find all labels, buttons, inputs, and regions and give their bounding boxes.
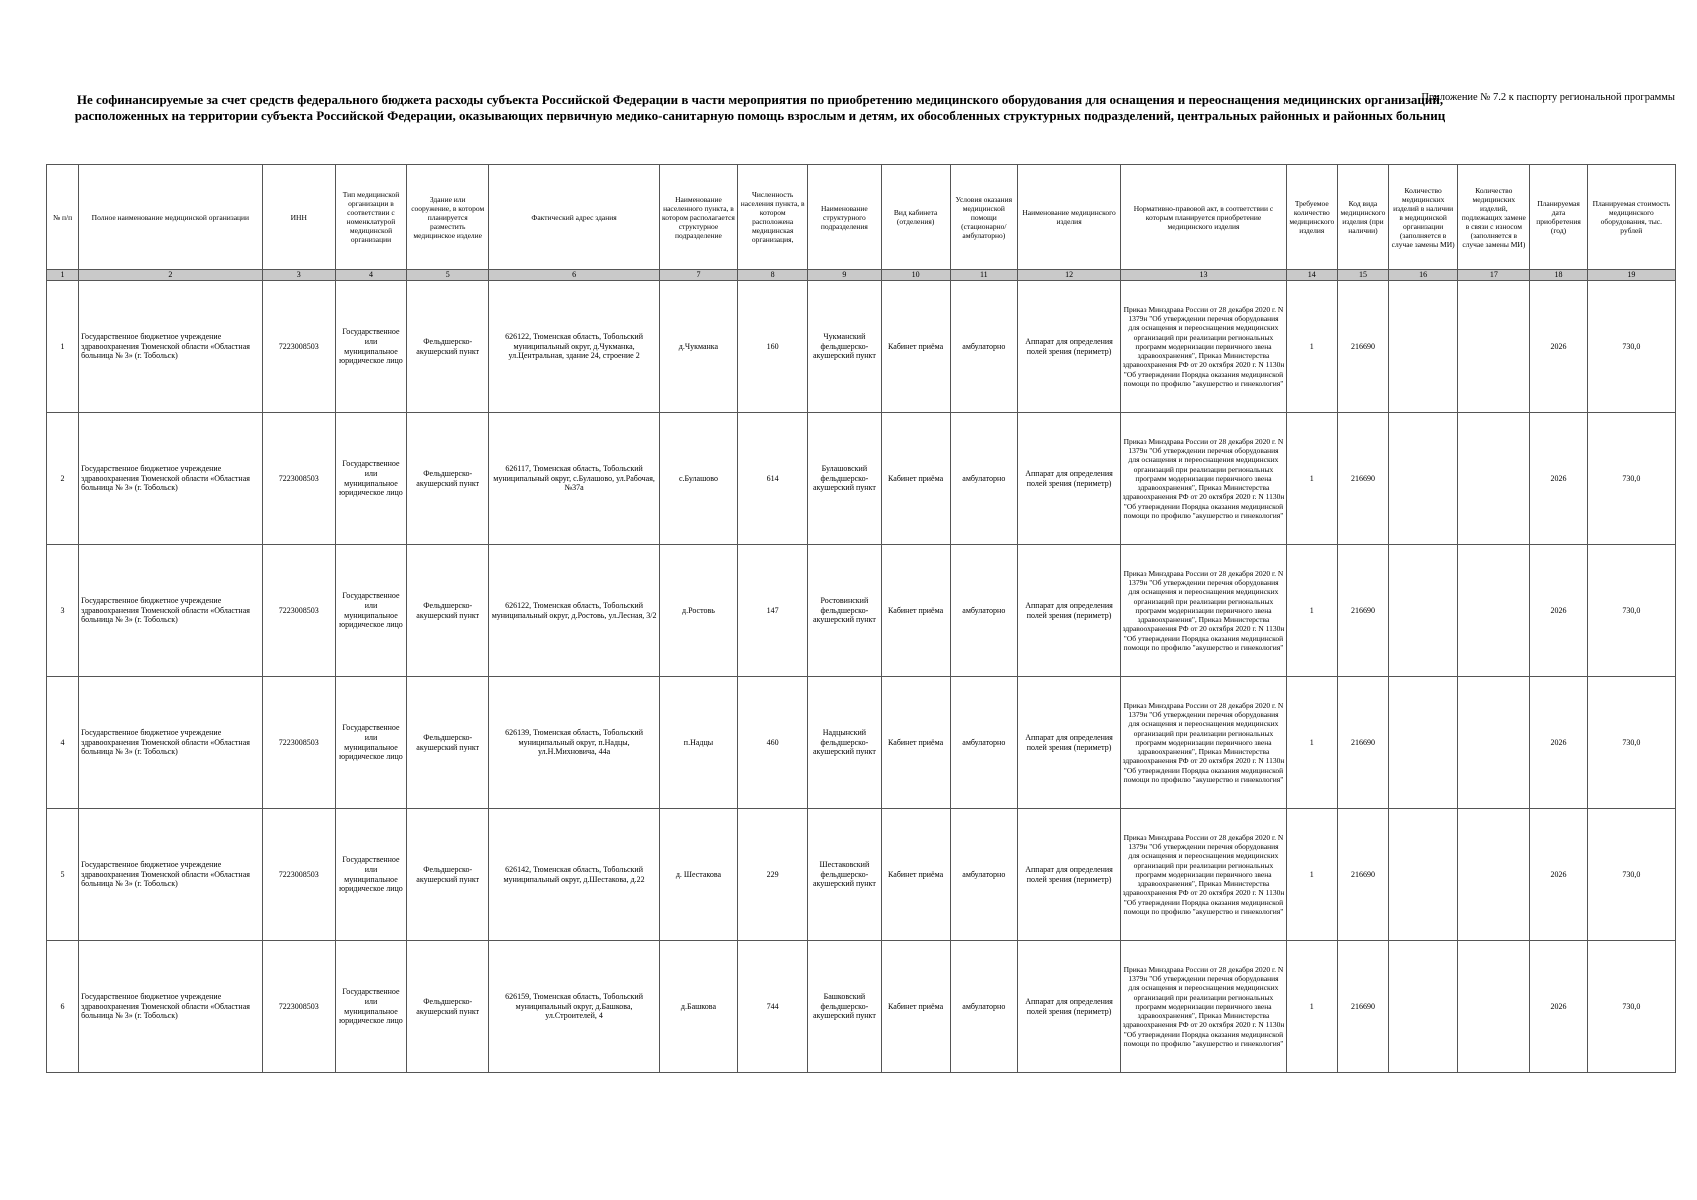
cell-qty: 1 <box>1286 281 1337 413</box>
cell-device: Аппарат для определения полей зрения (периметр) <box>1017 677 1120 809</box>
cell-cost: 730,0 <box>1587 545 1675 677</box>
column-number: 3 <box>262 270 335 281</box>
column-number: 4 <box>335 270 406 281</box>
column-number: 6 <box>489 270 660 281</box>
table-row <box>47 677 1676 809</box>
column-number: 19 <box>1587 270 1675 281</box>
cell-org: Государственное бюджетное учреждение здравоохранения Тюменской области «Областная больница № 3» (г. Тобольск) <box>79 413 263 545</box>
column-number: 11 <box>950 270 1017 281</box>
header-cell: Наименование структурного подразделения <box>808 165 881 270</box>
cell-device: Аппарат для определения полей зрения (периметр) <box>1017 281 1120 413</box>
cell-conditions: амбулаторно <box>950 809 1017 941</box>
column-number: 2 <box>79 270 263 281</box>
cell-num: 6 <box>47 941 79 1073</box>
cell-norm: Приказ Минздрава России от 28 декабря 2020 г. N 1379н "Об утверждении перечня оборудования для оснащения и переоснащения медицинских организаций при реализации региональных программ модернизации первичного звена здравоохранения", Приказ Министерства здравоохранения РФ от 20 октября 2020 г. N 1130н "Об утверждении Порядка оказания медицинской помощи по профилю "акушерство и гинекология" <box>1121 941 1287 1073</box>
cell-code: 216690 <box>1337 809 1388 941</box>
cell-conditions: амбулаторно <box>950 281 1017 413</box>
column-number: 15 <box>1337 270 1388 281</box>
column-number: 10 <box>881 270 950 281</box>
cell-type: Государственное или муниципальное юридическое лицо <box>335 941 406 1073</box>
cell-qty: 1 <box>1286 809 1337 941</box>
cell-inn: 7223008503 <box>262 941 335 1073</box>
cell-conditions: амбулаторно <box>950 677 1017 809</box>
cell-cabinet: Кабинет приёма <box>881 941 950 1073</box>
cell-building: Фельдшерско-акушерский пункт <box>407 545 489 677</box>
cell-settlement: п.Надцы <box>659 677 737 809</box>
column-number-row <box>47 270 1676 281</box>
cell-org: Государственное бюджетное учреждение здравоохранения Тюменской области «Областная больница № 3» (г. Тобольск) <box>79 677 263 809</box>
cell-inn: 7223008503 <box>262 281 335 413</box>
cell-available <box>1389 413 1458 545</box>
header-cell: Нормативно-правовой акт, в соответствии с которым планируется приобретение медицинского изделия <box>1121 165 1287 270</box>
cell-org: Государственное бюджетное учреждение здравоохранения Тюменской области «Областная больница № 3» (г. Тобольск) <box>79 281 263 413</box>
cell-device: Аппарат для определения полей зрения (периметр) <box>1017 545 1120 677</box>
cell-code: 216690 <box>1337 941 1388 1073</box>
header-cell: Тип медицинской организации в соответствии с номенклатурой медицинской организации <box>335 165 406 270</box>
cell-replace <box>1458 677 1530 809</box>
cell-cabinet: Кабинет приёма <box>881 809 950 941</box>
header-cell: Количество медицинских изделий, подлежащих замене в связи с износом (заполняется в случае замены МИ) <box>1458 165 1530 270</box>
column-number: 17 <box>1458 270 1530 281</box>
header-cell: Численность населения пункта, в котором расположена медицинская организация, <box>738 165 808 270</box>
header-cell: Планируемая дата приобретения (год) <box>1530 165 1587 270</box>
cell-population: 614 <box>738 413 808 545</box>
cell-type: Государственное или муниципальное юридическое лицо <box>335 809 406 941</box>
cell-population: 460 <box>738 677 808 809</box>
equipment-table <box>46 164 1676 1073</box>
cell-device: Аппарат для определения полей зрения (периметр) <box>1017 809 1120 941</box>
cell-qty: 1 <box>1286 413 1337 545</box>
cell-num: 2 <box>47 413 79 545</box>
header-cell: ИНН <box>262 165 335 270</box>
cell-norm: Приказ Минздрава России от 28 декабря 2020 г. N 1379н "Об утверждении перечня оборудования для оснащения и переоснащения медицинских организаций при реализации региональных программ модернизации первичного звена здравоохранения", Приказ Министерства здравоохранения РФ от 20 октября 2020 г. N 1130н "Об утверждении Порядка оказания медицинской помощи по профилю "акушерство и гинекология" <box>1121 545 1287 677</box>
cell-settlement: с.Булашово <box>659 413 737 545</box>
cell-year: 2026 <box>1530 545 1587 677</box>
cell-building: Фельдшерско-акушерский пункт <box>407 413 489 545</box>
cell-type: Государственное или муниципальное юридическое лицо <box>335 545 406 677</box>
cell-inn: 7223008503 <box>262 545 335 677</box>
cell-replace <box>1458 809 1530 941</box>
header-cell: Требуемое количество медицинского изделия <box>1286 165 1337 270</box>
cell-org: Государственное бюджетное учреждение здравоохранения Тюменской области «Областная больница № 3» (г. Тобольск) <box>79 941 263 1073</box>
cell-replace <box>1458 281 1530 413</box>
cell-num: 4 <box>47 677 79 809</box>
header-cell: Вид кабинета (отделения) <box>881 165 950 270</box>
cell-code: 216690 <box>1337 677 1388 809</box>
cell-unit: Булашовский фельдшерско-акушерский пункт <box>808 413 881 545</box>
cell-address: 626122, Тюменская область, Тобольский муниципальный округ, д.Ростовь, ул.Лесная, 3/2 <box>489 545 660 677</box>
cell-num: 5 <box>47 809 79 941</box>
cell-qty: 1 <box>1286 941 1337 1073</box>
cell-norm: Приказ Минздрава России от 28 декабря 2020 г. N 1379н "Об утверждении перечня оборудования для оснащения и переоснащения медицинских организаций при реализации региональных программ модернизации первичного звена здравоохранения", Приказ Министерства здравоохранения РФ от 20 октября 2020 г. N 1130н "Об утверждении Порядка оказания медицинской помощи по профилю "акушерство и гинекология" <box>1121 809 1287 941</box>
cell-cost: 730,0 <box>1587 413 1675 545</box>
column-number: 16 <box>1389 270 1458 281</box>
cell-settlement: д. Шестакова <box>659 809 737 941</box>
cell-cost: 730,0 <box>1587 677 1675 809</box>
cell-inn: 7223008503 <box>262 809 335 941</box>
cell-unit: Шестаковский фельдшерско-акушерский пункт <box>808 809 881 941</box>
cell-qty: 1 <box>1286 677 1337 809</box>
cell-year: 2026 <box>1530 809 1587 941</box>
header-cell: Планируемая стоимость медицинского оборудования, тыс. рублей <box>1587 165 1675 270</box>
appendix-note: Приложение № 7.2 к паспорту региональной программы <box>1421 92 1675 103</box>
cell-population: 147 <box>738 545 808 677</box>
cell-building: Фельдшерско-акушерский пункт <box>407 941 489 1073</box>
cell-type: Государственное или муниципальное юридическое лицо <box>335 677 406 809</box>
cell-cabinet: Кабинет приёма <box>881 413 950 545</box>
header-cell: Здание или сооружение, в котором планируется разместить медицинское изделие <box>407 165 489 270</box>
table-row <box>47 809 1676 941</box>
header-cell: Фактический адрес здания <box>489 165 660 270</box>
cell-conditions: амбулаторно <box>950 941 1017 1073</box>
table-row <box>47 413 1676 545</box>
cell-cost: 730,0 <box>1587 809 1675 941</box>
cell-available <box>1389 545 1458 677</box>
cell-conditions: амбулаторно <box>950 413 1017 545</box>
cell-device: Аппарат для определения полей зрения (периметр) <box>1017 941 1120 1073</box>
cell-replace <box>1458 413 1530 545</box>
cell-qty: 1 <box>1286 545 1337 677</box>
cell-unit: Надцынский фельдшерско-акушерский пункт <box>808 677 881 809</box>
cell-org: Государственное бюджетное учреждение здравоохранения Тюменской области «Областная больница № 3» (г. Тобольск) <box>79 809 263 941</box>
cell-year: 2026 <box>1530 941 1587 1073</box>
cell-available <box>1389 809 1458 941</box>
cell-address: 626159, Тюменская область, Тобольский муниципальный округ, д.Башкова, ул.Строителей, 4 <box>489 941 660 1073</box>
cell-device: Аппарат для определения полей зрения (периметр) <box>1017 413 1120 545</box>
column-number: 8 <box>738 270 808 281</box>
cell-norm: Приказ Минздрава России от 28 декабря 2020 г. N 1379н "Об утверждении перечня оборудования для оснащения и переоснащения медицинских организаций при реализации региональных программ модернизации первичного звена здравоохранения", Приказ Министерства здравоохранения РФ от 20 октября 2020 г. N 1130н "Об утверждении Порядка оказания медицинской помощи по профилю "акушерство и гинекология" <box>1121 281 1287 413</box>
header-cell: Количество медицинских изделий в наличии в медицинской организации (заполняется в случае замены МИ) <box>1389 165 1458 270</box>
cell-address: 626139, Тюменская область, Тобольский муниципальный округ, п.Надцы, ул.Н.Михновича, 44а <box>489 677 660 809</box>
column-number: 13 <box>1121 270 1287 281</box>
header-cell: Наименование медицинского изделия <box>1017 165 1120 270</box>
cell-settlement: д.Ростовь <box>659 545 737 677</box>
header-cell: Код вида медицинского изделия (при наличии) <box>1337 165 1388 270</box>
cell-conditions: амбулаторно <box>950 545 1017 677</box>
cell-address: 626122, Тюменская область, Тобольский муниципальный округ, д.Чукманка, ул.Центральная, здание 24, строение 2 <box>489 281 660 413</box>
cell-unit: Ростовинский фельдшерско-акушерский пункт <box>808 545 881 677</box>
cell-year: 2026 <box>1530 677 1587 809</box>
cell-num: 3 <box>47 545 79 677</box>
header-row <box>47 165 1676 270</box>
table-row <box>47 941 1676 1073</box>
header-cell: Наименование населенного пункта, в котором располагается структурное подразделение <box>659 165 737 270</box>
cell-unit: Чукманский фельдшерско-акушерский пункт <box>808 281 881 413</box>
cell-year: 2026 <box>1530 281 1587 413</box>
cell-settlement: д.Башкова <box>659 941 737 1073</box>
column-number: 18 <box>1530 270 1587 281</box>
cell-settlement: д.Чукманка <box>659 281 737 413</box>
header-cell: № п/п <box>47 165 79 270</box>
cell-year: 2026 <box>1530 413 1587 545</box>
cell-type: Государственное или муниципальное юридическое лицо <box>335 413 406 545</box>
cell-norm: Приказ Минздрава России от 28 декабря 2020 г. N 1379н "Об утверждении перечня оборудования для оснащения и переоснащения медицинских организаций при реализации региональных программ модернизации первичного звена здравоохранения", Приказ Министерства здравоохранения РФ от 20 октября 2020 г. N 1130н "Об утверждении Порядка оказания медицинской помощи по профилю "акушерство и гинекология" <box>1121 413 1287 545</box>
cell-population: 744 <box>738 941 808 1073</box>
cell-cabinet: Кабинет приёма <box>881 545 950 677</box>
column-number: 1 <box>47 270 79 281</box>
cell-num: 1 <box>47 281 79 413</box>
cell-cabinet: Кабинет приёма <box>881 677 950 809</box>
cell-replace <box>1458 941 1530 1073</box>
column-number: 7 <box>659 270 737 281</box>
cell-cabinet: Кабинет приёма <box>881 281 950 413</box>
column-number: 12 <box>1017 270 1120 281</box>
cell-cost: 730,0 <box>1587 281 1675 413</box>
cell-inn: 7223008503 <box>262 413 335 545</box>
cell-unit: Башковский фельдшерско-акушерский пункт <box>808 941 881 1073</box>
cell-code: 216690 <box>1337 413 1388 545</box>
column-number: 9 <box>808 270 881 281</box>
header-cell: Условия оказания медицинской помощи (стационарно/амбулаторно) <box>950 165 1017 270</box>
table-row <box>47 545 1676 677</box>
cell-population: 160 <box>738 281 808 413</box>
column-number: 5 <box>407 270 489 281</box>
cell-population: 229 <box>738 809 808 941</box>
cell-building: Фельдшерско-акушерский пункт <box>407 809 489 941</box>
cell-code: 216690 <box>1337 545 1388 677</box>
cell-address: 626142, Тюменская область, Тобольский муниципальный округ, д.Шестакова, д.22 <box>489 809 660 941</box>
column-number: 14 <box>1286 270 1337 281</box>
header-cell: Полное наименование медицинской организации <box>79 165 263 270</box>
cell-cost: 730,0 <box>1587 941 1675 1073</box>
cell-inn: 7223008503 <box>262 677 335 809</box>
document-title: Не софинансируемые за счет средств федерального бюджета расходы субъекта Российской Федерации в части мероприятия по приобретению медицинского оборудования для оснащения и переоснащения медицинских организаций, расположенных на территории субъекта Российской Федерации, оказывающих первичную медико-санитарную помощь взрослым и детям, их обособленных структурных подразделений, центральных районных и районных больниц <box>74 92 1446 123</box>
cell-code: 216690 <box>1337 281 1388 413</box>
cell-building: Фельдшерско-акушерский пункт <box>407 677 489 809</box>
cell-org: Государственное бюджетное учреждение здравоохранения Тюменской области «Областная больница № 3» (г. Тобольск) <box>79 545 263 677</box>
cell-replace <box>1458 545 1530 677</box>
table-row <box>47 281 1676 413</box>
cell-type: Государственное или муниципальное юридическое лицо <box>335 281 406 413</box>
cell-available <box>1389 281 1458 413</box>
cell-available <box>1389 677 1458 809</box>
cell-building: Фельдшерско-акушерский пункт <box>407 281 489 413</box>
cell-available <box>1389 941 1458 1073</box>
cell-norm: Приказ Минздрава России от 28 декабря 2020 г. N 1379н "Об утверждении перечня оборудования для оснащения и переоснащения медицинских организаций при реализации региональных программ модернизации первичного звена здравоохранения", Приказ Министерства здравоохранения РФ от 20 октября 2020 г. N 1130н "Об утверждении Порядка оказания медицинской помощи по профилю "акушерство и гинекология" <box>1121 677 1287 809</box>
table-body <box>47 281 1676 1073</box>
cell-address: 626117, Тюменская область, Тобольский муниципальный округ, с.Булашово, ул.Рабочая, №37а <box>489 413 660 545</box>
